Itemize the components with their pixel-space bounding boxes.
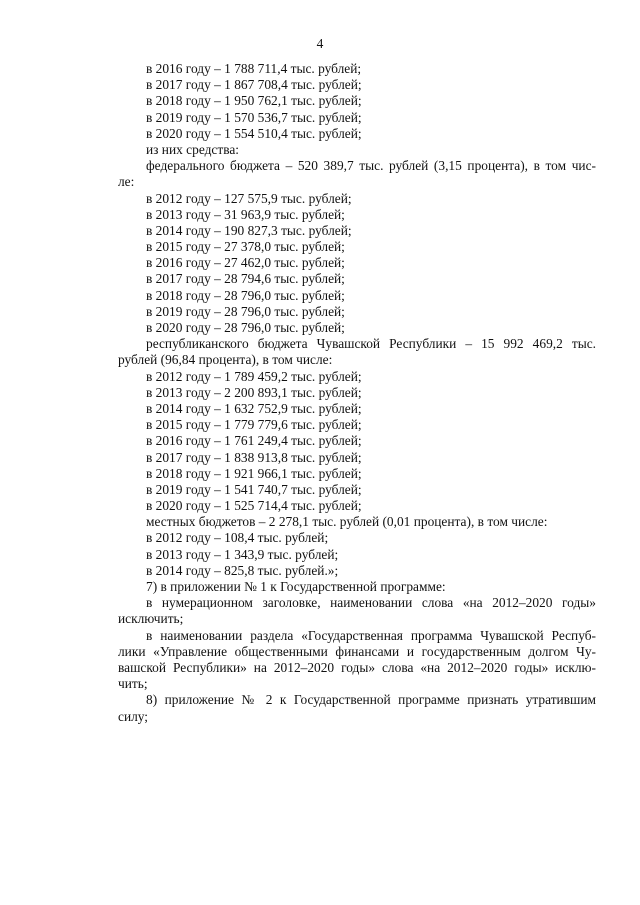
text-line: в 2016 году – 27 462,0 тыс. рублей; [146,255,345,271]
text-line: ле: [118,174,135,190]
text-line: в 2018 году – 1 950 762,1 тыс. рублей; [146,93,362,109]
text-line: в 2014 году – 190 827,3 тыс. рублей; [146,222,352,238]
text-line: силу; [118,708,149,724]
text-line: в 2018 году – 28 796,0 тыс. рублей; [146,287,345,303]
text-line: в 2014 году – 825,8 тыс. рублей.»; [146,562,339,578]
text-line: в 2020 году – 28 796,0 тыс. рублей; [146,320,345,335]
text-line: в 2017 году – 28 794,6 тыс. рублей; [146,271,345,287]
text-line: в 2019 году – 1 541 740,7 тыс. рублей; [146,481,362,497]
text-line: в 2020 году – 1 525 714,4 тыс. рублей; [146,498,362,514]
text-line: в 2012 году – 108,4 тыс. рублей; [146,530,329,546]
text-line: в 2015 году – 27 378,0 тыс. рублей; [146,239,345,255]
text-line: чить; [118,676,148,692]
text-line: 7) в приложении № 1 к Государственной программе: [146,579,446,594]
document-body [118,61,596,725]
text-line: федерального бюджета – 520 389,7 тыс. рублей (3,15 процента), в том чис- [146,158,596,174]
text-line: вашской Республики» на 2012–2020 годы» слова «на 2012–2020 годы» исклю- [118,659,596,675]
text-line: в 2018 году – 1 921 966,1 тыс. рублей; [146,465,362,481]
text-line: в 2016 году – 1 761 249,4 тыс. рублей; [146,433,362,449]
text-line: в 2019 году – 28 796,0 тыс. рублей; [146,303,345,319]
text-line: в 2013 году – 1 343,9 тыс. рублей; [146,546,339,562]
text-line: в 2017 году – 1 867 708,4 тыс. рублей; [146,77,362,93]
text-line: в 2013 году – 31 963,9 тыс. рублей; [146,206,345,222]
text-line: в 2020 году – 1 554 510,4 тыс. рублей; [146,125,362,141]
text-line: в 2012 году – 1 789 459,2 тыс. рублей; [146,368,362,384]
text-line: 8) приложение № 2 к Государственной программе признать утратившим [146,692,596,708]
text-line: в наименовании раздела «Государственная программа Чувашской Респуб- [146,627,596,643]
page-number: 4 [316,36,324,51]
text-line: в 2014 году – 1 632 752,9 тыс. рублей; [146,400,362,416]
text-line: в нумерационном заголовке, наименовании слова «на 2012–2020 годы» [146,595,596,611]
text-line: в 2015 году – 1 779 779,6 тыс. рублей; [146,417,362,433]
text-line: республиканского бюджета Чувашской Республики – 15 992 469,2 тыс. [146,336,596,352]
text-line: в 2012 году – 127 575,9 тыс. рублей; [146,190,352,206]
text-line: в 2019 году – 1 570 536,7 тыс. рублей; [146,109,362,125]
text-line: рублей (96,84 процента), в том числе: [118,352,333,368]
text-line: исключить; [118,611,184,627]
text-line: в 2013 году – 2 200 893,1 тыс. рублей; [146,384,362,400]
text-line: лики «Управление общественными финансами и государственным долгом Чу- [118,643,596,659]
text-line: в 2016 году – 1 788 711,4 тыс. рублей; [146,61,362,76]
text-line: местных бюджетов – 2 278,1 тыс. рублей (0,01 процента), в том числе: [146,514,548,530]
text-line: из них средства: [146,141,240,157]
text-line: в 2017 году – 1 838 913,8 тыс. рублей; [146,449,362,465]
